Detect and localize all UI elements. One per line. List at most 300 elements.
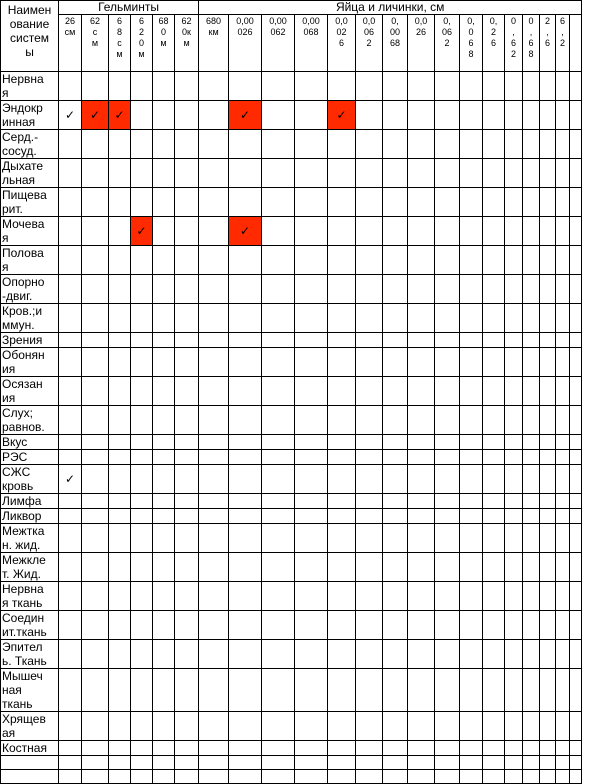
grid-cell[interactable] [59,159,82,188]
grid-cell[interactable] [356,159,383,188]
grid-cell[interactable] [570,304,582,333]
grid-cell[interactable] [460,217,483,246]
grid-cell[interactable] [505,188,523,217]
grid-cell[interactable] [153,246,175,275]
grid-cell[interactable] [262,275,295,304]
grid-cell[interactable] [505,159,523,188]
grid-cell[interactable] [383,712,408,741]
grid-cell[interactable] [295,669,328,712]
grid-cell[interactable] [570,640,582,669]
grid-cell[interactable] [229,275,262,304]
grid-cell[interactable] [408,524,435,553]
grid-cell[interactable] [435,304,460,333]
grid-cell[interactable] [82,553,109,582]
grid-cell[interactable] [153,756,175,770]
grid-cell[interactable] [59,524,82,553]
grid-cell[interactable] [199,435,229,450]
grid-cell[interactable] [131,188,153,217]
grid-cell[interactable] [408,582,435,611]
grid-cell[interactable] [175,770,199,784]
grid-cell[interactable] [59,101,82,130]
grid-cell[interactable] [435,712,460,741]
grid-cell[interactable] [556,130,570,159]
grid-cell[interactable] [328,130,356,159]
grid-cell[interactable] [383,494,408,509]
grid-cell[interactable] [556,348,570,377]
grid-cell[interactable] [131,669,153,712]
grid-cell[interactable] [295,333,328,348]
grid-cell[interactable] [328,217,356,246]
grid-cell[interactable] [328,333,356,348]
grid-cell[interactable] [175,348,199,377]
grid-cell[interactable] [540,159,556,188]
grid-cell[interactable] [109,406,131,435]
grid-cell[interactable] [59,756,82,770]
grid-cell[interactable] [383,406,408,435]
grid-cell[interactable] [131,275,153,304]
grid-cell[interactable] [82,159,109,188]
grid-cell[interactable] [262,756,295,770]
grid-cell[interactable] [408,741,435,756]
grid-cell[interactable] [505,770,523,784]
grid-cell[interactable] [175,72,199,101]
grid-cell[interactable] [328,756,356,770]
grid-cell[interactable] [82,669,109,712]
grid-cell[interactable] [435,275,460,304]
grid-cell[interactable] [109,770,131,784]
grid-cell[interactable] [295,377,328,406]
grid-cell[interactable] [460,101,483,130]
grid-cell[interactable] [408,275,435,304]
grid-cell[interactable] [460,770,483,784]
grid-cell[interactable] [328,465,356,494]
grid-cell[interactable] [229,406,262,435]
grid-cell[interactable] [59,669,82,712]
grid-cell[interactable] [460,304,483,333]
grid-cell[interactable] [383,333,408,348]
grid-cell[interactable] [262,450,295,465]
grid-cell[interactable] [556,611,570,640]
grid-cell[interactable] [383,669,408,712]
grid-cell[interactable] [262,101,295,130]
grid-cell[interactable] [408,304,435,333]
grid-cell[interactable] [229,582,262,611]
grid-cell[interactable] [540,101,556,130]
grid-cell[interactable] [408,377,435,406]
grid-cell[interactable] [109,304,131,333]
grid-cell[interactable] [131,217,153,246]
grid-cell[interactable] [356,494,383,509]
grid-cell[interactable] [82,377,109,406]
grid-cell[interactable] [408,450,435,465]
grid-cell[interactable] [109,712,131,741]
grid-cell[interactable] [523,246,540,275]
grid-cell[interactable] [356,770,383,784]
grid-cell[interactable] [262,406,295,435]
grid-cell[interactable] [523,756,540,770]
grid-cell[interactable] [383,159,408,188]
grid-cell[interactable] [229,494,262,509]
grid-cell[interactable] [59,770,82,784]
grid-cell[interactable] [556,465,570,494]
grid-cell[interactable] [505,712,523,741]
grid-cell[interactable] [199,524,229,553]
grid-cell[interactable] [59,494,82,509]
grid-cell[interactable] [131,524,153,553]
grid-cell[interactable] [540,406,556,435]
grid-cell[interactable] [295,72,328,101]
grid-cell[interactable] [199,509,229,524]
grid-cell[interactable] [109,669,131,712]
grid-cell[interactable] [131,450,153,465]
grid-cell[interactable] [229,217,262,246]
grid-cell[interactable] [523,669,540,712]
grid-cell[interactable] [356,553,383,582]
grid-cell[interactable] [523,304,540,333]
grid-cell[interactable] [328,524,356,553]
grid-cell[interactable] [295,217,328,246]
grid-cell[interactable] [229,669,262,712]
grid-cell[interactable] [383,524,408,553]
grid-cell[interactable] [262,770,295,784]
grid-cell[interactable] [356,101,383,130]
grid-cell[interactable] [435,333,460,348]
grid-cell[interactable] [328,450,356,465]
grid-cell[interactable] [175,304,199,333]
grid-cell[interactable] [199,246,229,275]
grid-cell[interactable] [109,524,131,553]
grid-cell[interactable] [229,377,262,406]
grid-cell[interactable] [356,377,383,406]
grid-cell[interactable] [82,611,109,640]
grid-cell[interactable] [505,640,523,669]
grid-cell[interactable] [82,275,109,304]
grid-cell[interactable] [262,377,295,406]
grid-cell[interactable] [229,246,262,275]
grid-cell[interactable] [435,611,460,640]
grid-cell[interactable] [483,435,505,450]
grid-cell[interactable] [435,553,460,582]
grid-cell[interactable] [356,640,383,669]
grid-cell[interactable] [175,756,199,770]
grid-cell[interactable] [295,450,328,465]
grid-cell[interactable] [505,304,523,333]
grid-cell[interactable] [460,275,483,304]
grid-cell[interactable] [153,494,175,509]
grid-cell[interactable] [540,582,556,611]
grid-cell[interactable] [505,217,523,246]
grid-cell[interactable] [483,217,505,246]
grid-cell[interactable] [82,524,109,553]
grid-cell[interactable] [262,494,295,509]
grid-cell[interactable] [131,377,153,406]
grid-cell[interactable] [523,450,540,465]
grid-cell[interactable] [556,553,570,582]
grid-cell[interactable] [540,756,556,770]
grid-cell[interactable] [383,553,408,582]
grid-cell[interactable] [131,582,153,611]
grid-cell[interactable] [570,741,582,756]
grid-cell[interactable] [483,72,505,101]
grid-cell[interactable] [328,159,356,188]
grid-cell[interactable] [523,524,540,553]
grid-cell[interactable] [540,553,556,582]
grid-cell[interactable] [199,217,229,246]
grid-cell[interactable] [356,275,383,304]
grid-cell[interactable] [483,582,505,611]
grid-cell[interactable] [295,524,328,553]
grid-cell[interactable] [229,509,262,524]
grid-cell[interactable] [383,377,408,406]
grid-cell[interactable] [523,406,540,435]
grid-cell[interactable] [570,188,582,217]
grid-cell[interactable] [295,741,328,756]
grid-cell[interactable] [435,465,460,494]
grid-cell[interactable] [483,304,505,333]
grid-cell[interactable] [295,435,328,450]
grid-cell[interactable] [153,741,175,756]
grid-cell[interactable] [175,553,199,582]
grid-cell[interactable] [153,72,175,101]
grid-cell[interactable] [383,756,408,770]
grid-cell[interactable] [328,304,356,333]
grid-cell[interactable] [523,217,540,246]
grid-cell[interactable] [328,246,356,275]
grid-cell[interactable] [295,494,328,509]
grid-cell[interactable] [460,130,483,159]
grid-cell[interactable] [295,159,328,188]
grid-cell[interactable] [199,741,229,756]
grid-cell[interactable] [505,494,523,509]
grid-cell[interactable] [153,640,175,669]
grid-cell[interactable] [570,553,582,582]
grid-cell[interactable] [435,101,460,130]
grid-cell[interactable] [540,130,556,159]
grid-cell[interactable] [408,509,435,524]
grid-cell[interactable] [408,770,435,784]
grid-cell[interactable] [131,494,153,509]
grid-cell[interactable] [59,304,82,333]
grid-cell[interactable] [523,159,540,188]
grid-cell[interactable] [295,770,328,784]
grid-cell[interactable] [540,72,556,101]
grid-cell[interactable] [435,188,460,217]
grid-cell[interactable] [483,524,505,553]
grid-cell[interactable] [383,304,408,333]
grid-cell[interactable] [262,669,295,712]
grid-cell[interactable] [199,770,229,784]
grid-cell[interactable] [570,465,582,494]
grid-cell[interactable] [175,406,199,435]
grid-cell[interactable] [383,348,408,377]
grid-cell[interactable] [540,770,556,784]
grid-cell[interactable] [131,435,153,450]
grid-cell[interactable] [460,741,483,756]
grid-cell[interactable] [328,188,356,217]
grid-cell[interactable] [460,712,483,741]
grid-cell[interactable] [175,465,199,494]
grid-cell[interactable] [556,524,570,553]
grid-cell[interactable] [59,275,82,304]
grid-cell[interactable] [131,712,153,741]
grid-cell[interactable] [59,217,82,246]
grid-cell[interactable] [523,72,540,101]
grid-cell[interactable] [175,333,199,348]
grid-cell[interactable] [570,582,582,611]
grid-cell[interactable] [505,130,523,159]
grid-cell[interactable] [483,509,505,524]
grid-cell[interactable] [295,611,328,640]
grid-cell[interactable] [523,333,540,348]
grid-cell[interactable] [153,465,175,494]
grid-cell[interactable] [460,246,483,275]
grid-cell[interactable] [153,553,175,582]
grid-cell[interactable] [570,435,582,450]
grid-cell[interactable] [175,217,199,246]
grid-cell[interactable] [505,101,523,130]
grid-cell[interactable] [356,582,383,611]
grid-cell[interactable] [59,450,82,465]
grid-cell[interactable] [199,130,229,159]
grid-cell[interactable] [556,712,570,741]
grid-cell[interactable] [556,450,570,465]
grid-cell[interactable] [556,669,570,712]
grid-cell[interactable] [570,524,582,553]
grid-cell[interactable] [356,333,383,348]
grid-cell[interactable] [82,465,109,494]
grid-cell[interactable] [229,101,262,130]
grid-cell[interactable] [383,246,408,275]
grid-cell[interactable] [328,582,356,611]
grid-cell[interactable] [153,450,175,465]
grid-cell[interactable] [328,101,356,130]
grid-cell[interactable] [153,377,175,406]
grid-cell[interactable] [570,333,582,348]
grid-cell[interactable] [328,72,356,101]
grid-cell[interactable] [356,524,383,553]
grid-cell[interactable] [153,524,175,553]
grid-cell[interactable] [59,188,82,217]
grid-cell[interactable] [199,465,229,494]
grid-cell[interactable] [460,582,483,611]
grid-cell[interactable] [59,553,82,582]
grid-cell[interactable] [295,348,328,377]
grid-cell[interactable] [262,611,295,640]
grid-cell[interactable] [505,72,523,101]
grid-cell[interactable] [356,188,383,217]
grid-cell[interactable] [570,101,582,130]
grid-cell[interactable] [570,669,582,712]
grid-cell[interactable] [199,450,229,465]
grid-cell[interactable] [505,582,523,611]
grid-cell[interactable] [175,669,199,712]
grid-cell[interactable] [131,509,153,524]
grid-cell[interactable] [505,275,523,304]
grid-cell[interactable] [435,669,460,712]
grid-cell[interactable] [175,494,199,509]
grid-cell[interactable] [540,217,556,246]
grid-cell[interactable] [435,756,460,770]
grid-cell[interactable] [505,377,523,406]
grid-cell[interactable] [262,435,295,450]
grid-cell[interactable] [556,770,570,784]
grid-cell[interactable] [131,553,153,582]
grid-cell[interactable] [262,465,295,494]
grid-cell[interactable] [505,435,523,450]
grid-cell[interactable] [295,406,328,435]
grid-cell[interactable] [356,435,383,450]
grid-cell[interactable] [82,640,109,669]
grid-cell[interactable] [175,524,199,553]
grid-cell[interactable] [435,509,460,524]
grid-cell[interactable] [109,246,131,275]
grid-cell[interactable] [570,756,582,770]
grid-cell[interactable] [408,435,435,450]
grid-cell[interactable] [356,756,383,770]
grid-cell[interactable] [570,348,582,377]
grid-cell[interactable] [262,333,295,348]
grid-cell[interactable] [82,582,109,611]
grid-cell[interactable] [295,553,328,582]
grid-cell[interactable] [59,406,82,435]
grid-cell[interactable] [383,582,408,611]
grid-cell[interactable] [175,509,199,524]
grid-cell[interactable] [540,524,556,553]
grid-cell[interactable] [483,101,505,130]
grid-cell[interactable] [408,611,435,640]
grid-cell[interactable] [328,770,356,784]
grid-cell[interactable] [356,304,383,333]
grid-cell[interactable] [383,130,408,159]
grid-cell[interactable] [523,188,540,217]
grid-cell[interactable] [483,246,505,275]
grid-cell[interactable] [131,406,153,435]
grid-cell[interactable] [483,348,505,377]
grid-cell[interactable] [199,582,229,611]
grid-cell[interactable] [229,465,262,494]
grid-cell[interactable] [540,494,556,509]
grid-cell[interactable] [295,304,328,333]
grid-cell[interactable] [153,348,175,377]
grid-cell[interactable] [131,741,153,756]
grid-cell[interactable] [262,509,295,524]
grid-cell[interactable] [59,611,82,640]
grid-cell[interactable] [109,377,131,406]
grid-cell[interactable] [460,756,483,770]
grid-cell[interactable] [483,712,505,741]
grid-cell[interactable] [570,494,582,509]
grid-cell[interactable] [408,130,435,159]
grid-cell[interactable] [460,553,483,582]
grid-cell[interactable] [82,101,109,130]
grid-cell[interactable] [505,741,523,756]
grid-cell[interactable] [109,435,131,450]
grid-cell[interactable] [82,246,109,275]
grid-cell[interactable] [505,465,523,494]
grid-cell[interactable] [175,435,199,450]
grid-cell[interactable] [131,333,153,348]
grid-cell[interactable] [131,756,153,770]
grid-cell[interactable] [505,450,523,465]
grid-cell[interactable] [505,333,523,348]
grid-cell[interactable] [460,406,483,435]
grid-cell[interactable] [356,712,383,741]
grid-cell[interactable] [295,130,328,159]
grid-cell[interactable] [483,756,505,770]
grid-cell[interactable] [262,741,295,756]
grid-cell[interactable] [295,188,328,217]
grid-cell[interactable] [483,494,505,509]
